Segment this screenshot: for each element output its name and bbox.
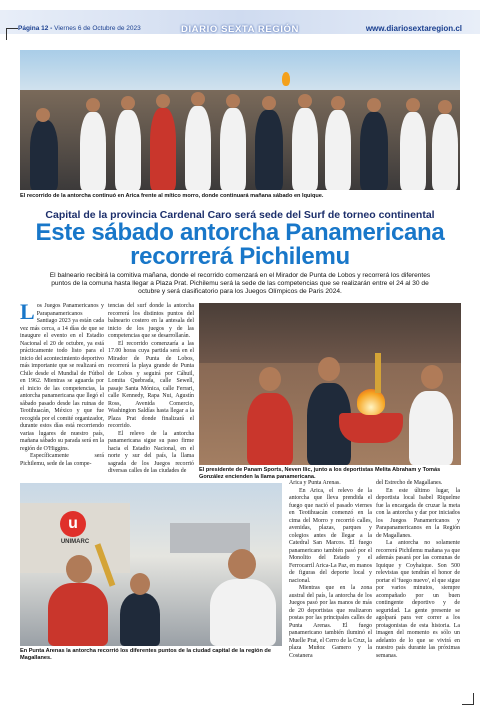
page-header <box>0 0 480 40</box>
article-column-1 <box>20 299 104 468</box>
article-paragraph: Mientras que en la zona austral del país, la antorcha de los Juegos pasó por las manos de más de 20 deportistas que realizaron postas por las principales calles de Punta Arenas. El fuego panamericano también iluminó el Muelle Prat, el Cerro de la Cruz, la plaza Muñoz Gamero y la Costanera <box>289 585 372 659</box>
article-paragraph: El recorrido comenzaría a las 17.00 horas cuya partida será en el Mirador de Punta de Lobos, recorrerá la playa grande de Punta de Lobos y seguirá por Cáhuil, Lomita Quebrada, calle Sewell, pasaje Santa Mónica, calle Ferrari, calle Kennedy, Rapa Nui, Agustín Ross, Avenida Comercio, Washington Saldías hasta llegar a la Plaza Prat donde finalizará el recorrido. <box>108 340 194 429</box>
article-paragraph: Los Juegos Panamericanos y Parapanamericanos Santiago 2023 ya están cada vez más cerca, a 14 días de que se inaugure el evento en el Estadio Nacional el 20 de octubre, ya está prácticamente todo listo para el inicio del acontecimiento deportivo más importante que se realizará en Chile desde el Mundial de Fútbol en 1962. Mientras se aguarda por el inicio de las competencias, la antorcha panamericana que llegó el sábado pasado desde las ruinas de Teotihuacán, México y que fue recogida por el comité organizador, durante estos días está recorriendo varias lugares de nuestro país, mañana sábado su parada será en la región de O'Higgins. <box>20 299 104 452</box>
article-paragraph: Arica y Punta Arenas. <box>289 480 341 486</box>
article-paragraph: Específicamente será Pichilemu, sede de las compe- <box>20 453 104 467</box>
crop-mark <box>462 693 474 705</box>
photo-flame-lighting <box>199 303 461 465</box>
headline-line-1: Este sábado antorcha Panamericana <box>35 219 445 246</box>
cauldron-icon <box>339 413 403 443</box>
torch-icon <box>375 353 381 393</box>
photo-torch-arica <box>20 50 460 190</box>
flame-icon <box>282 72 290 86</box>
page-number: Página 12 <box>18 25 49 32</box>
drop-cap: L <box>20 299 35 324</box>
page-date: Viernes 6 de Octubre de 2023 <box>54 25 141 32</box>
page-info: Página 12 - Viernes 6 de Octubre de 2023 <box>18 25 141 32</box>
article-deck: El balneario recibirá la comitiva mañana, donde el recorrido comenzará en el Mirador de Punta de Lobos y recorrerá los diferentes puntos de la comuna hasta llegar a Plaza Prat. Pichilemu será la sede de las competencias que se realizarán entre el 24 al 30 de octubre y será clasificatorio para los Juegos Olímpicos de Paris 2024. <box>49 272 431 295</box>
store-sign: UNIMARC <box>60 539 90 545</box>
article-paragraph: tencias del surf donde la antorcha recorrerá los distintos puntos del balneario costero en la antesala del inicio de los juegos y de las competencias que se desarrollarán. <box>108 303 194 339</box>
article-paragraph: La antorcha no solamente recorrerá Pichilemu mañana ya que además pasará por las comunas de Iquique y Coyhaique. Son 500 relevistas que tendrán el honor de portar el 'fuego nuevo', el que sigue por varios minutos, siempre acompañado por un buen contingente deportivo y de seguridad. La gente presente se agolpará para ver correr a los protagonistas de esta historia. La imagen del momento es sólo un adelanto de lo que se vivirá en nuestro país durante las próximas semanas. <box>376 540 460 659</box>
photo-torch-punta-arenas <box>20 483 282 646</box>
crop-mark <box>6 28 18 40</box>
photo-caption-top: El recorrido de la antorcha continuó en Arica frente al mítico morro, donde continuará mañana sábado en Iquique. <box>20 193 324 199</box>
article-column-4 <box>376 480 460 660</box>
article-column-2 <box>108 303 194 476</box>
article-paragraph: del Estrecho de Magallanes. <box>376 480 443 486</box>
headline-line-2: recorrerá Pichilemu <box>130 243 350 270</box>
article-paragraph: En este último lugar, la deportista local Isabel Riquelme fue la encargada de cruzar la meta con la antorcha y dar por iniciados los Juegos Panamericanos y Parapanamericanos en la Región de Magallanes. <box>376 487 460 539</box>
article-column-3 <box>289 480 372 660</box>
article-paragraph: El relevo de la antorcha panamericana sigue su paso firme hacia el Estadio Nacional, en el norte y sur del país, la llama sagrada de los Juegos recorrió diversas calles de las ciudades de <box>108 430 194 474</box>
photo-caption-bottom: En Punta Arenas la antorcha recorrió los diferentes puntos de la ciudad capital de la región de Magallanes. <box>20 648 271 661</box>
newspaper-title: DIARIO SEXTA REGIÓN <box>180 24 300 35</box>
article-paragraph: En Arica, el relevo de la antorcha que lleva prendida el fuego que nació el pasado viernes en Teotihuacán comenzó en la cima del Morro y recorrió calles, avenidas, plazas, parques y colegios antes de llegar a la Catedral San Marcos. El fuego panamericano también pasó por el Monolito del Estado y el Ferrocarril Arica-La Paz, en manos de figuras del deporte local y nacional. <box>289 487 372 584</box>
article-headline <box>0 221 480 269</box>
article-kicker: Capital de la provincia Cardenal Caro será sede del Surf de torneo continental <box>45 209 435 221</box>
newspaper-url[interactable]: www.diariosextaregion.cl <box>365 24 462 33</box>
store-logo: u <box>60 511 86 537</box>
photo-caption-middle: El presidente de Panam Sports, Neven Ilic, junto a los deportistas Melita Abraham y Tomás González encienden la llama panamericana. <box>199 467 441 480</box>
